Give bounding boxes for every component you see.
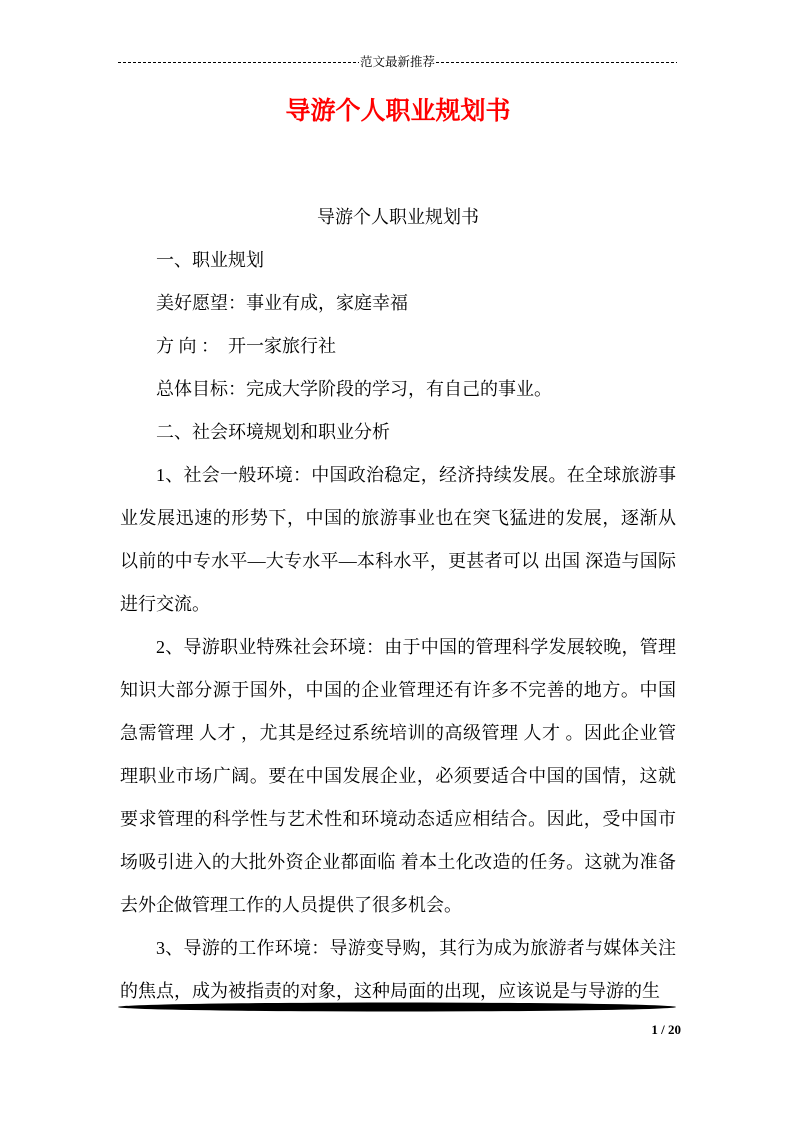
paragraph: 二、社会环境规划和职业分析 (156, 422, 390, 442)
paragraph-list (120, 239, 676, 1013)
page-number: 1 / 20 (651, 1022, 681, 1037)
paragraph: 美好愿望：事业有成，家庭幸福 (156, 293, 408, 313)
header-label: 范文最新推荐 (360, 55, 436, 69)
paragraph: 2、导游职业特殊社会环境：由于中国的管理科学发展较晚，管理知识大部分源于国外，中国的企业管理还有许多不完善的地方。中国急需管理 人才 ，尤其是经过系统培训的高级管理 人才 。因此企业管理职业市场广阔。要在中国发展企业，必须要适合中国的国情，这就要求管理的科学性与艺术性和环境动态适应相结合。因此，受中国市场吸引进入的大批外资企业都面临 着本土化改造的任务。这就为准备去外企做管理工作的人员提供了很多机会。 (120, 637, 676, 915)
page-header (118, 52, 677, 70)
document-title: 导游个人职业规划书 (285, 97, 511, 125)
paragraph: 一、职业规划 (156, 250, 264, 270)
paragraph: 3、导游的工作环境：导游变导购，其行为成为旅游者与媒体关注的焦点，成为被指责的对象，这种局面的出现，应该说是与导游的生 (120, 938, 676, 1001)
header-dashed-rule-left (118, 62, 359, 63)
footer-rule (118, 1001, 676, 1015)
paragraph: 方 向 ： 开一家旅行社 (156, 336, 336, 356)
body-subtitle: 导游个人职业规划书 (317, 207, 479, 227)
paragraph: 总体目标：完成大学阶段的学习，有自己的事业。 (156, 379, 552, 399)
header-dashed-rule-right (436, 62, 677, 63)
document-body (120, 196, 676, 1013)
paragraph: 1、社会一般环境：中国政治稳定，经济持续发展。在全球旅游事业发展迅速的形势下，中国的旅游事业也在突飞猛进的发展，逐渐从以前的中专水平—大专水平—本科水平，更甚者可以 出国 深造与国际进行交流。 (120, 465, 676, 614)
